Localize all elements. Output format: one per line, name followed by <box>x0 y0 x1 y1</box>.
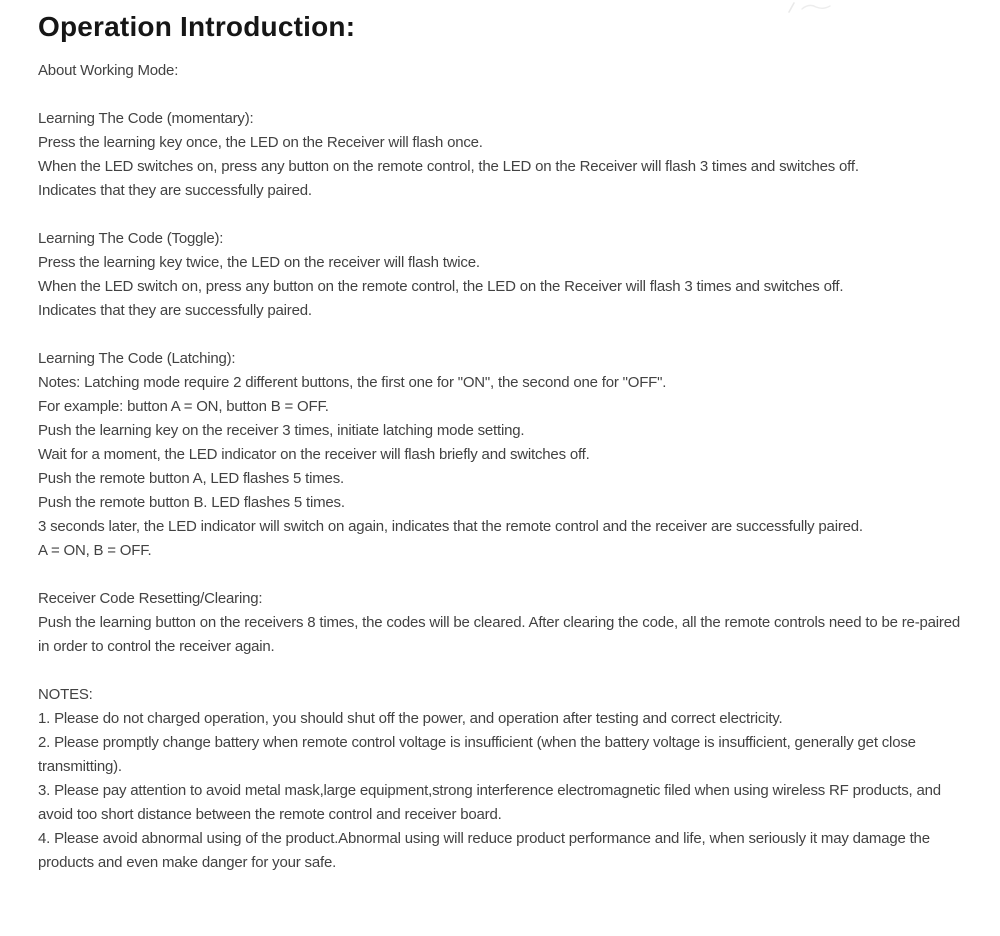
text-line: Press the learning key once, the LED on the Receiver will flash once. <box>38 134 483 151</box>
document-content <box>38 59 970 875</box>
text-line: NOTES: <box>38 686 93 703</box>
text-line: Push the remote button A, LED flashes 5 times. <box>38 470 344 487</box>
text-line: About Working Mode: <box>38 62 179 79</box>
text-line: When the LED switch on, press any button on the remote control, the LED on the Receiver will flash 3 times and switches off. <box>38 278 844 295</box>
text-line: 2. Please promptly change battery when remote control voltage is insufficient (when the battery voltage is insufficient, generally get close transmitting). <box>38 734 916 775</box>
text-line: 3 seconds later, the LED indicator will switch on again, indicates that the remote control and the receiver are successfully paired. <box>38 518 863 535</box>
text-section <box>38 59 970 83</box>
text-line: Push the learning key on the receiver 3 times, initiate latching mode setting. <box>38 422 525 439</box>
text-line: Indicates that they are successfully paired. <box>38 182 312 199</box>
faint-scribble-watermark <box>782 1 838 15</box>
page-title: Operation Introduction: <box>38 11 356 42</box>
text-line: Push the learning button on the receivers 8 times, the codes will be cleared. After clearing the code, all the remote controls need to be re-paired in order to control the receiver again. <box>38 614 960 655</box>
text-line: For example: button A = ON, button B = OFF. <box>38 398 329 415</box>
text-line: 4. Please avoid abnormal using of the product.Abnormal using will reduce product performance and life, when seriously it may damage the products and even make danger for your safe. <box>38 830 930 871</box>
text-line: Learning The Code (Toggle): <box>38 230 224 247</box>
text-line: Wait for a moment, the LED indicator on the receiver will flash briefly and switches off. <box>38 446 590 463</box>
text-section <box>38 347 970 563</box>
text-line: 1. Please do not charged operation, you should shut off the power, and operation after testing and correct electricity. <box>38 710 783 727</box>
text-line: Learning The Code (Latching): <box>38 350 236 367</box>
text-line: Learning The Code (momentary): <box>38 110 254 127</box>
text-line: Notes: Latching mode require 2 different buttons, the first one for "ON", the second one for "OFF". <box>38 374 667 391</box>
text-section <box>38 683 970 875</box>
text-section <box>38 587 970 659</box>
text-line: 3. Please pay attention to avoid metal mask,large equipment,strong interference electromagnetic filed when using wireless RF products, and avoid too short distance between the remote control and receiver board. <box>38 782 941 823</box>
text-line: Push the remote button B. LED flashes 5 times. <box>38 494 345 511</box>
text-line: Receiver Code Resetting/Clearing: <box>38 590 263 607</box>
text-section <box>38 227 970 323</box>
text-section <box>38 107 970 203</box>
text-line: Press the learning key twice, the LED on the receiver will flash twice. <box>38 254 480 271</box>
text-line: Indicates that they are successfully paired. <box>38 302 312 319</box>
text-line: A = ON, B = OFF. <box>38 542 152 559</box>
text-line: When the LED switches on, press any button on the remote control, the LED on the Receiver will flash 3 times and switches off. <box>38 158 859 175</box>
